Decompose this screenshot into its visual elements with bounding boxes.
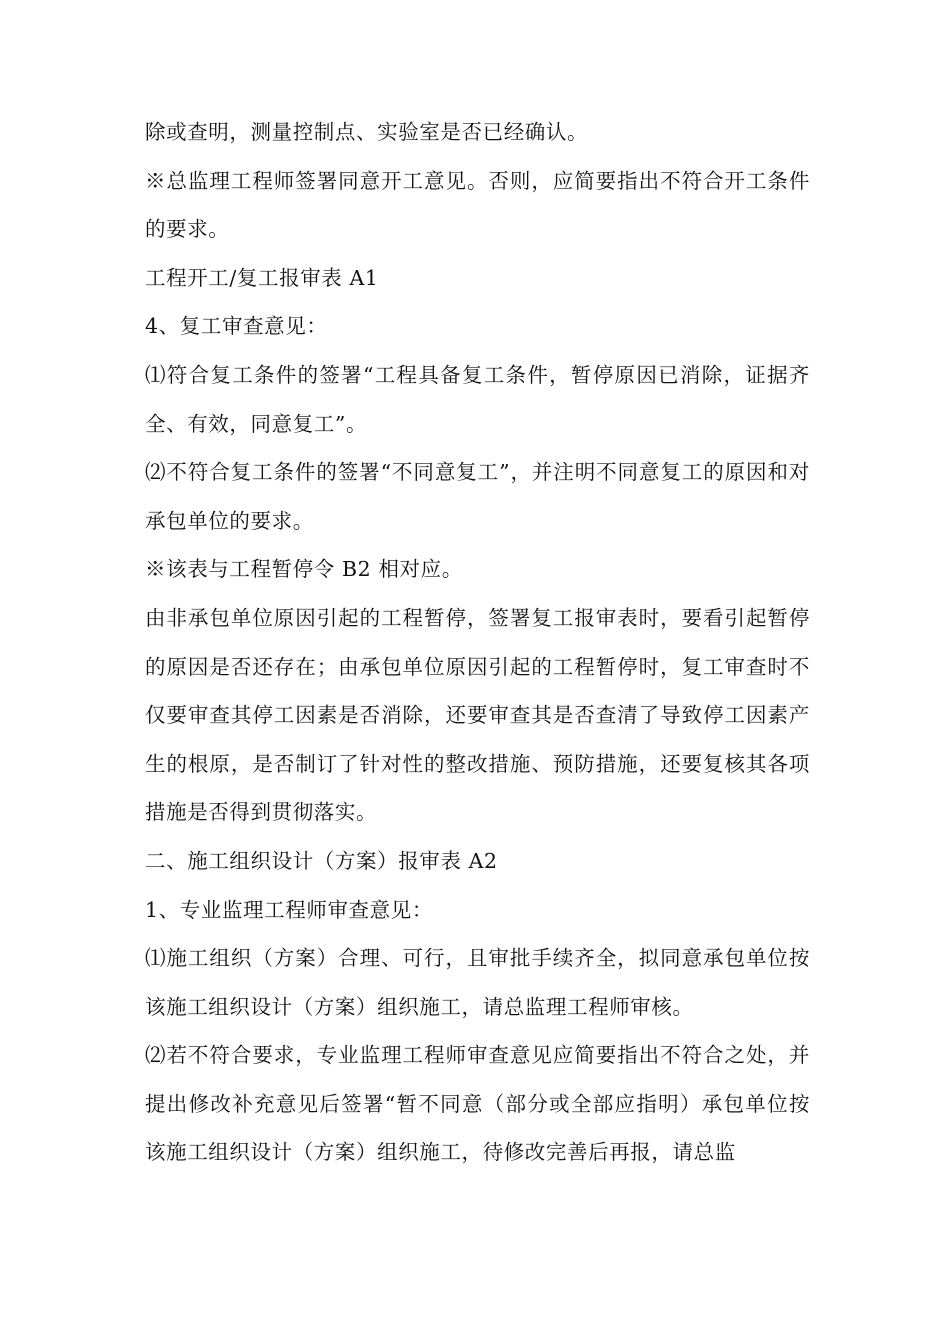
paragraph-section-a2-heading: 二、施工组织设计（方案）报审表 A2 xyxy=(145,848,498,873)
paragraph-form-title-a1: 工程开工/复工报审表 A1 xyxy=(145,265,379,290)
paragraph-explanation: 由非承包单位原因引起的工程暂停，签署复工报审表时，要看引起暂停的原因是否还存在；由承包单位原因引起的工程暂停时，复工审查时不仅要审查其停工因素是否消除，还要审查其是否查清了导致停工因素产生的根原，是否制订了针对性的整改措施、预防措施，还要复核其各项措施是否得到贯彻落实。 xyxy=(145,605,810,825)
paragraph-a2-item-2: ⑵若不符合要求，专业监理工程师审查意见应简要指出不符合之处，并提出修改补充意见后签署“暂不同意（部分或全部应指明）承包单位按该施工组织设计（方案）组织施工，待修改完善后再报，请总监 xyxy=(145,1043,810,1165)
paragraph-a2-item-1: ⑴施工组织（方案）合理、可行，且审批手续齐全，拟同意承包单位按该施工组织设计（方案）组织施工，请总监理工程师审核。 xyxy=(145,946,810,1019)
paragraph-note-b2: ※该表与工程暂停令 B2 相对应。 xyxy=(145,557,463,582)
paragraph-continuation: 除或查明，测量控制点、实验室是否已经确认。 xyxy=(145,120,589,144)
paragraph-resumption-heading: 4、复工审查意见： xyxy=(145,314,328,339)
paragraph-item-1: ⑴符合复工条件的签署“工程具备复工条件，暂停原因已消除，证据齐全、有效，同意复工”。 xyxy=(145,362,810,436)
paragraph-note-chief-engineer: ※总监理工程师签署同意开工意见。否则，应简要指出不符合开工条件的要求。 xyxy=(145,168,810,242)
paragraph-review-heading: 1、专业监理工程师审查意见： xyxy=(145,897,433,922)
paragraph-item-2: ⑵不符合复工条件的签署“不同意复工”，并注明不同意复工的原因和对承包单位的要求。 xyxy=(145,460,810,533)
document-body xyxy=(145,108,810,1177)
